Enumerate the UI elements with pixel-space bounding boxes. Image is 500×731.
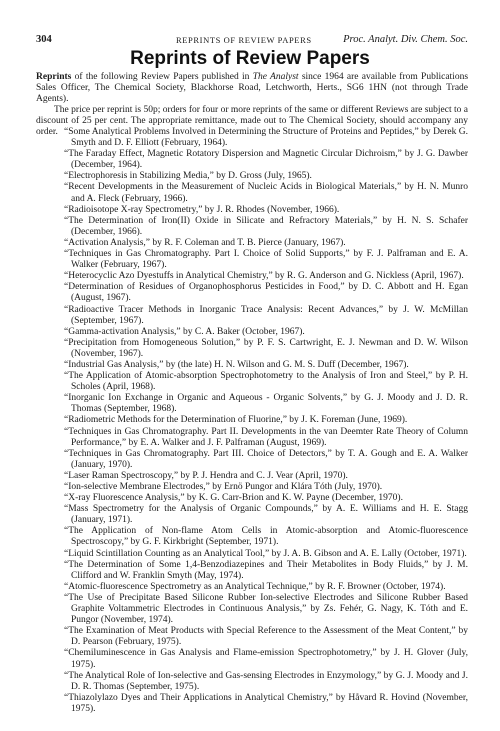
- review-entry: “Radiometric Methods for the Determination of Fluorine,” by J. K. Foreman (June, 1969).: [64, 415, 408, 426]
- review-entry: “Liquid Scintillation Counting as an Analytical Tool,” by J. A. B. Gibson and A. E. Lally (October, 1971).: [64, 548, 467, 559]
- review-entry: “Atomic-fluorescence Spectrometry as an Analytical Technique,” by R. F. Browner (October, 1974).: [64, 581, 446, 592]
- review-entry: “The Use of Precipitate Based Silicone Rubber Ion-selective Electrodes and Silicone Rubber Based Graphite Voltammetric Electrodes in Continuous Analysis,” by Zs. Fehér, G. Nagy, K. Tóth and E. Pungor (November, 1974).: [64, 592, 468, 626]
- review-entry: “X-ray Fluorescence Analysis,” by K. G. Carr-Brion and K. W. Payne (December, 1970).: [64, 493, 403, 504]
- review-entry: “Gamma-activation Analysis,” by C. A. Baker (October, 1967).: [64, 326, 305, 337]
- running-head: [36, 33, 468, 47]
- review-entry: “Activation Analysis,” by R. F. Coleman and T. B. Pierce (January, 1967).: [64, 237, 346, 248]
- availability-paragraph: [36, 72, 468, 105]
- review-entry: “Chemiluminescence in Gas Analysis and Flame-emission Spectrophotometry,” by J. H. Glover (July, 1975).: [64, 648, 468, 670]
- review-entry: “Radioactive Tracer Methods in Inorganic Trace Analysis: Recent Advances,” by J. W. McMillan (September, 1967).: [64, 304, 468, 326]
- review-entry: “Techniques in Gas Chromatography. Part I. Choice of Solid Supports,” by F. J. Palframan and E. A. Walker (February, 1967).: [64, 249, 468, 271]
- review-entry: “The Analytical Role of Ion-selective and Gas-sensing Electrodes in Enzymology,” by G. J. Moody and J. D. R. Thomas (September, 1975).: [64, 670, 468, 692]
- page-title: Reprints of Review Papers: [130, 48, 370, 69]
- review-entry: “The Examination of Meat Products with Special Reference to the Assessment of the Meat Content,” by D. Pearson (February, 1975).: [64, 626, 468, 648]
- review-entry: “Thiazolylazo Dyes and Their Applications in Analytical Chemistry,” by Håvard R. Hovind (November, 1975).: [64, 692, 468, 714]
- journal-name: The Analyst: [252, 72, 299, 82]
- review-entry: “Mass Spectrometry for the Analysis of Organic Compounds,” by A. E. Williams and H. E. Stagg (January, 1971).: [64, 504, 468, 526]
- review-entry: “Inorganic Ion Exchange in Organic and Aqueous - Organic Solvents,” by G. J. Moody and J. D. R. Thomas (September, 1968).: [64, 393, 468, 415]
- review-entry: “Heterocyclic Azo Dyestuffs in Analytical Chemistry,” by R. G. Anderson and G. Nickless (April, 1967).: [64, 271, 464, 282]
- price-paragraph: The price per reprint is 50p; orders for four or more reprints of the same or different Reviews are subject to a discount of 25 per cent. The appropriate remittance, made out to The Chemical Society, should accompany any order.: [36, 105, 468, 137]
- running-head-journal: Proc. Analyt. Div. Chem. Soc.: [343, 34, 468, 45]
- running-head-section: REPRINTS OF REVIEW PAPERS: [176, 35, 312, 45]
- review-entry: “Techniques in Gas Chromatography. Part II. Developments in the van Deemter Rate Theory of Column Performance,” by E. A. Walker and J. F. Palframan (August, 1969).: [64, 426, 468, 448]
- intro-part-1: of the following Review Papers published in: [71, 72, 253, 82]
- review-entry: “Electrophoresis in Stabilizing Media,” by D. Gross (July, 1965).: [64, 171, 312, 182]
- review-entry: “The Determination of Iron(II) Oxide in Silicate and Refractory Materials,” by H. N. S. Schafer (December, 1966).: [64, 215, 468, 237]
- review-entry: “Laser Raman Spectroscopy,” by P. J. Hendra and C. J. Vear (April, 1970).: [64, 470, 348, 481]
- intro-lead-word: Reprints: [36, 72, 72, 82]
- review-entry: “Some Analytical Problems Involved in Determining the Structure of Proteins and Peptides,” by Derek G. Smyth and D. F. Elliott (February, 1964).: [64, 127, 468, 149]
- review-entry: “The Application of Non-flame Atom Cells in Atomic-absorption and Atomic-fluorescence Spectroscopy,” by G. F. Kirkbright (September, 1971).: [64, 526, 468, 548]
- review-entry: “Techniques in Gas Chromatography. Part III. Choice of Detectors,” by T. A. Gough and E. A. Walker (January, 1970).: [64, 448, 468, 470]
- review-entry: “Ion-selective Membrane Electrodes,” by Ernö Pungor and Klára Tóth (July, 1970).: [64, 482, 383, 492]
- review-entry: “The Application of Atomic-absorption Spectrophotometry to the Analysis of Iron and Steel,” by P. H. Scholes (April, 1968).: [64, 371, 468, 393]
- review-entry: “The Determination of Some 1,4-Benzodiazepines and Their Metabolites in Body Fluids,” by J. M. Clifford and W. Franklin Smyth (May, 1974).: [64, 559, 468, 581]
- review-entry: “Industrial Gas Analysis,” by (the late) H. N. Wilson and G. M. S. Duff (December, 1967).: [64, 359, 409, 370]
- review-list: [59, 127, 468, 715]
- review-entry: “Determination of Residues of Organophosphorus Pesticides in Food,” by D. C. Abbott and H. Egan (August, 1967).: [64, 282, 468, 304]
- review-entry: “The Faraday Effect, Magnetic Rotatory Dispersion and Magnetic Circular Dichroism,” by J. G. Dawber (December, 1964).: [64, 149, 468, 171]
- page-number: 304: [36, 34, 52, 45]
- review-entry: “Precipitation from Homogeneous Solution,” by P. F. S. Cartwright, E. J. Newman and D. W. Wilson (November, 1967).: [64, 337, 468, 359]
- review-entry: “Recent Developments in the Measurement of Nucleic Acids in Biological Materials,” by H. N. Munro and A. Fleck (February, 1966).: [64, 182, 468, 204]
- intro-part-2: since 1964 are available from Publications Sales Officer, The Chemical Society, Blackhorse Road, Letchworth, Herts., SG6 1HN (not through Trade Agents).: [36, 72, 469, 104]
- review-entry: “Radioisotope X-ray Spectrometry,” by J. R. Rhodes (November, 1966).: [64, 204, 340, 215]
